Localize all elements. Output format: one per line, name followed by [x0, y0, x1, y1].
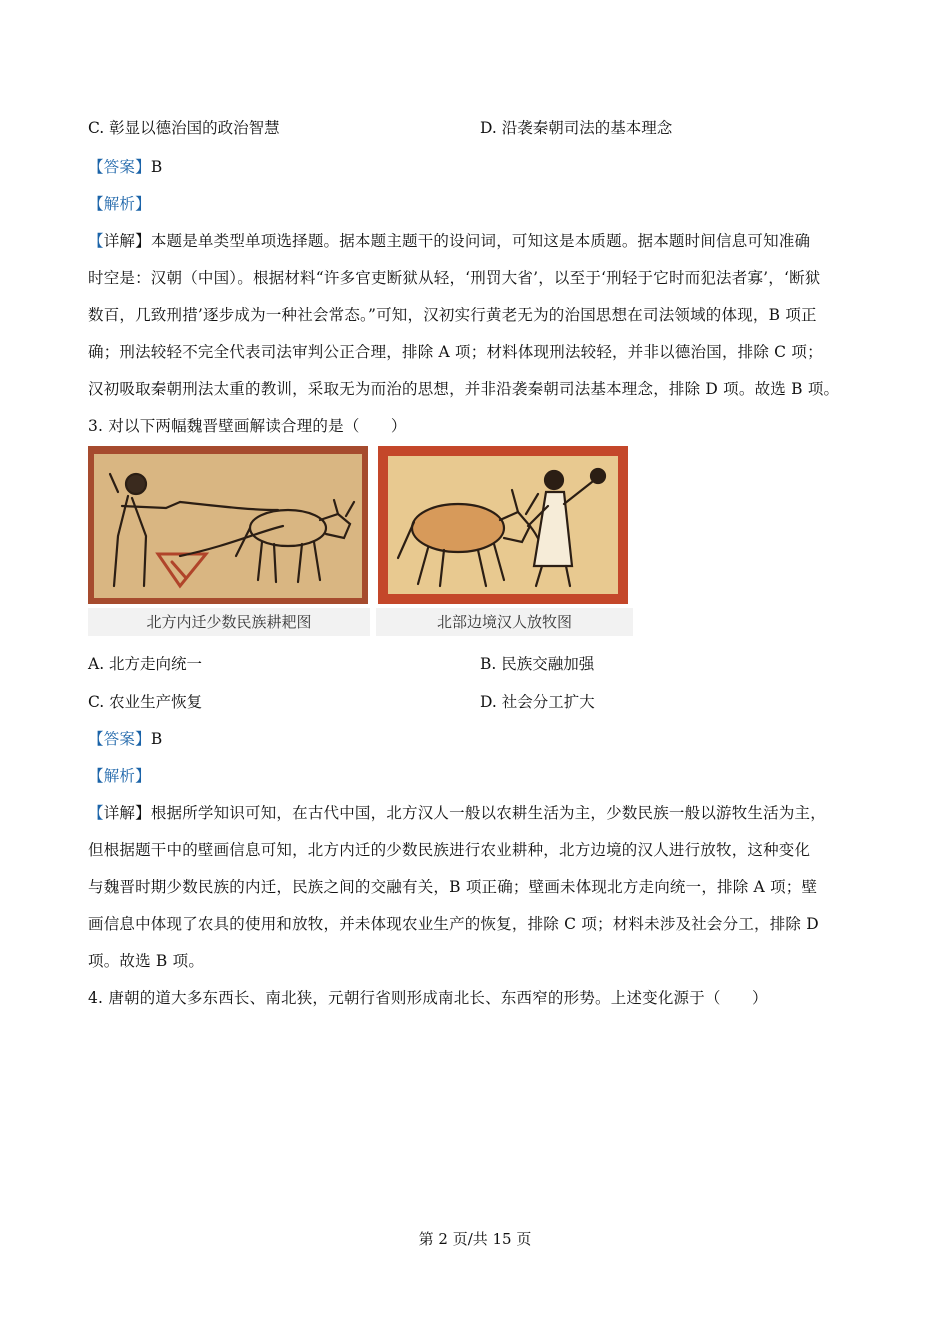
detail-line-2: 时空是：汉朝（中国）。根据材料“许多官吏断狱从轻，‘刑罚大省’，以至于‘刑轻于它时而犯法者寡’，‘断狱 — [88, 269, 821, 287]
q3-detail-line-3: 与魏晋时期少数民族的内迁，民族之间的交融有关，B 项正确；壁画未体现北方走向统一，排除 A 项；壁 — [88, 878, 818, 896]
q3-detail-line-4: 画信息中体现了农具的使用和放牧，并未体现农业生产的恢复，排除 C 项；材料未涉及社会分工，排除 D — [88, 915, 819, 933]
mural-plowing-image — [88, 446, 368, 604]
q3-detail-tag: 详解 — [103, 804, 136, 822]
bracket-close: 】 — [135, 158, 151, 176]
option-c: C. 彰显以德治国的政治智慧 — [88, 119, 280, 137]
detail-line-3: 数百，几致刑措’逐步成为一种社会常态。”可知，汉初实行黄老无为的治国思想在司法领域的体现，B 项正 — [88, 306, 817, 324]
q3-detail-line-2: 但根据题干中的壁画信息可知，北方内迁的少数民族进行农业耕种，北方边境的汉人进行放牧，这种变化 — [88, 841, 811, 859]
detail-line-1: 【详解】本题是单类型单项选择题。据本题主题干的设问词，可知这是本质题。据本题时间信息可知准确 — [88, 232, 811, 250]
q3-option-d: D. 社会分工扩大 — [480, 693, 595, 711]
detail-tag: 详解 — [103, 232, 136, 250]
mural-herding-image — [378, 446, 628, 604]
detail-line-5: 汉初吸取秦朝刑法太重的教训，采取无为而治的思想，并非沿袭秦朝司法基本理念，排除 D 项。故选 B 项。 — [88, 380, 840, 398]
q3-answer-tag: 答案 — [103, 730, 136, 748]
q3-answer-value: B — [150, 730, 163, 748]
q3-detail-line-1: 【详解】根据所学知识可知，在古代中国，北方汉人一般以农耕生活为主，少数民族一般以游牧生活为主， — [88, 804, 826, 822]
analysis-tag: 解析 — [103, 195, 136, 213]
question-3-stem: 3. 对以下两幅魏晋壁画解读合理的是（ ） — [88, 417, 407, 435]
page-footer: 第 2 页/共 15 页 — [418, 1230, 532, 1248]
detail-line-4: 确；刑法较轻不完全代表司法审判公正合理，排除 A 项；材料体现刑法较轻，并非以德治国，排除 C 项； — [88, 343, 823, 361]
q3-option-b: B. 民族交融加强 — [480, 655, 595, 673]
caption-herding: 北部边境汉人放牧图 — [376, 608, 633, 636]
question-4-stem: 4. 唐朝的道大多东西长、南北狭，元朝行省则形成南北长、东西窄的形势。上述变化源于（ ） — [88, 989, 768, 1007]
answer-tag: 答案 — [103, 158, 136, 176]
q3-detail-line-5: 项。故选 B 项。 — [88, 952, 205, 970]
q3-analysis-tag: 解析 — [103, 767, 136, 785]
q3-option-a: A. 北方走向统一 — [88, 655, 203, 673]
option-d: D. 沿袭秦朝司法的基本理念 — [480, 119, 673, 137]
answer-value: B — [150, 158, 163, 176]
q3-analysis-heading: 【解析】 — [88, 767, 151, 785]
q3-option-c: C. 农业生产恢复 — [88, 693, 203, 711]
answer-line — [88, 155, 162, 177]
bracket-open: 【 — [88, 158, 104, 176]
q3-answer-line: 【答案】B — [88, 730, 163, 748]
mural-figure — [88, 446, 633, 638]
caption-plowing: 北方内迁少数民族耕耙图 — [88, 608, 370, 636]
analysis-heading: 【解析】 — [88, 195, 151, 213]
